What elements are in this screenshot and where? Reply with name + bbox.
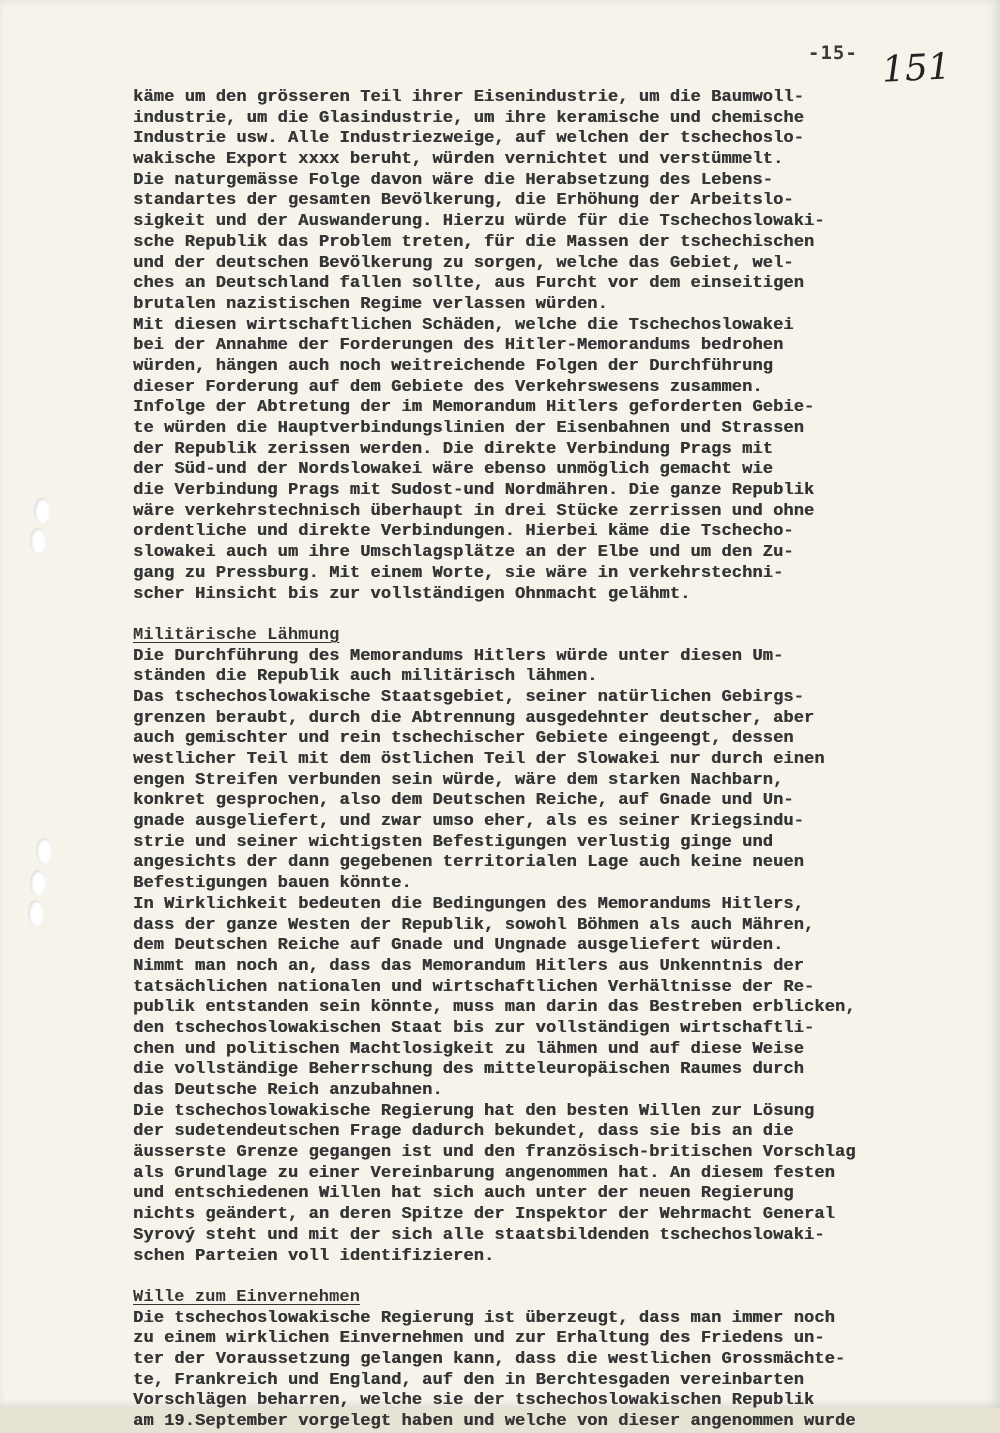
text-line: äusserste Grenze gegangen ist und den französisch-britischen Vorschlag — [133, 1143, 856, 1163]
text-line: sche Republik das Problem treten, für die Massen der tschechischen — [133, 232, 815, 252]
text-line: Die naturgemässe Folge davon wäre die Herabsetzung des Lebens- — [133, 170, 773, 190]
section-heading-text: Militärische Lähmung — [133, 625, 340, 645]
text-line: Industrie usw. Alle Industriezweige, auf welchen der tschechoslo- — [133, 129, 804, 149]
text-line: am 19.September vorgelegt haben und welche von dieser angenommen wurde — [133, 1412, 856, 1431]
text-line: der Republik zerissen werden. Die direkte Verbindung Prags mit — [133, 439, 773, 459]
text-line: tatsächlichen nationalen und wirtschaftlichen Verhältnisse der Re- — [133, 977, 815, 997]
text-line: ordentliche und direkte Verbindungen. Hierbei käme die Tschecho- — [133, 522, 794, 542]
text-line: zu einem wirklichen Einvernehmen und zur Erhaltung des Friedens un- — [133, 1329, 825, 1349]
section-gap — [133, 1267, 975, 1288]
text-line: Befestigungen bauen könnte. — [133, 874, 412, 894]
text-line: Mit diesen wirtschaftlichen Schäden, welche die Tschechoslowakei — [133, 315, 794, 335]
text-line: In Wirklichkeit bedeuten die Bedingungen des Memorandums Hitlers, — [133, 894, 804, 914]
punch-hole-top-2 — [30, 528, 46, 554]
section-heading — [133, 626, 975, 647]
punch-hole-bottom-3 — [28, 900, 44, 926]
text-line: die Verbindung Prags mit Sudost-und Nordmähren. Die ganze Republik — [133, 481, 815, 501]
text-line: dass der ganze Westen der Republik, sowohl Böhmen als auch Mähren, — [133, 915, 815, 935]
section-heading-text: Wille zum Einvernehmen — [133, 1287, 361, 1307]
text-line: konkret gesprochen, also dem Deutschen Reiche, auf Gnade und Un- — [133, 791, 794, 811]
text-line: Nimmt man noch an, dass das Memorandum Hitlers aus Unkenntnis der — [133, 956, 804, 976]
text-line: angesichts der dann gegebenen territorialen Lage auch keine neuen — [133, 853, 804, 873]
text-line: slowakei auch um ihre Umschlagsplätze an der Elbe und um den Zu- — [133, 543, 794, 563]
text-line: strie und seiner wichtigsten Befestigungen verlustig ginge und — [133, 832, 773, 852]
text-line: ter der Voraussetzung gelangen kann, dass die westlichen Grossmächte- — [133, 1349, 846, 1369]
text-line: die vollständige Beherrschung des mitteleuropäischen Raumes durch — [133, 1060, 804, 1080]
text-line: dem Deutschen Reiche auf Gnade und Ungnade ausgeliefert würden. — [133, 936, 784, 956]
text-line: das Deutsche Reich anzubahnen. — [133, 1081, 443, 1100]
text-line: nichts geändert, an deren Spitze der Inspektor der Wehrmacht General — [133, 1205, 835, 1225]
text-line: publik entstanden sein könnte, muss man darin das Bestreben erblicken, — [133, 998, 856, 1018]
text-line: den tschechoslowakischen Staat bis zur vollständigen wirtschaftli- — [133, 1018, 815, 1038]
text-line: scher Hinsicht bis zur vollständigen Ohnmacht gelähmt. — [133, 584, 691, 604]
punch-hole-bottom-1 — [36, 838, 52, 864]
page-number: -15- — [808, 42, 858, 64]
text-line: ständen die Republik auch militärisch lähmen. — [133, 667, 598, 687]
text-line: der Süd-und der Nordslowakei wäre ebenso unmöglich gemacht wie — [133, 460, 773, 480]
text-line: grenzen beraubt, durch die Abtrennung ausgedehnter deutscher, aber — [133, 708, 815, 728]
text-line: würden, hängen auch noch weitreichende Folgen der Durchführung — [133, 356, 773, 376]
text-line: bei der Annahme der Forderungen des Hitler-Memorandums bedrohen — [133, 336, 784, 356]
section-heading — [133, 1288, 975, 1309]
text-line: standartes der gesamten Bevölkerung, die Erhöhung der Arbeitslo- — [133, 191, 794, 211]
text-line: westlicher Teil mit dem östlichen Teil der Slowakei nur durch einen — [133, 750, 825, 769]
text-line: und der deutschen Bevölkerung zu sorgen, welche das Gebiet, wel- — [133, 253, 794, 273]
text-line: sigkeit und der Auswanderung. Hierzu würde für die Tschechoslowaki- — [133, 212, 825, 232]
text-line: und entschiedenen Willen hat sich auch unter der neuen Regierung — [133, 1184, 794, 1204]
text-line: ches an Deutschland fallen sollte, aus Furcht vor dem einseitigen — [133, 274, 804, 294]
text-line: käme um den grösseren Teil ihrer Eisenindustrie, um die Baumwoll- — [133, 88, 804, 107]
text-line: schen Parteien voll identifizieren. — [133, 1246, 495, 1266]
text-line: chen und politischen Machtlosigkeit zu lähmen und auf diese Weise — [133, 1039, 804, 1059]
text-line: wakische Export xxxx beruht, würden vernichtet und verstümmelt. — [133, 150, 784, 170]
text-line: gnade ausgeliefert, und zwar umso eher, als es seiner Kriegsindu- — [133, 812, 804, 832]
text-line: Das tschechoslowakische Staatsgebiet, seiner natürlichen Gebirgs- — [133, 687, 804, 707]
text-line: brutalen nazistischen Regime verlassen würden. — [133, 294, 608, 314]
punch-hole-top-1 — [34, 498, 50, 524]
text-line: Die tschechoslowakische Regierung hat den besten Willen zur Lösung — [133, 1101, 815, 1121]
text-line: wäre verkehrstechnisch überhaupt in drei Stücke zerrissen und ohne — [133, 501, 815, 521]
text-line: Syrový steht und mit der sich alle staatsbildenden tschechoslowaki- — [133, 1225, 825, 1245]
text-line: Infolge der Abtretung der im Memorandum Hitlers geforderten Gebie- — [133, 398, 815, 418]
text-line: Die tschechoslowakische Regierung ist überzeugt, dass man immer noch — [133, 1308, 835, 1328]
text-line: te würden die Hauptverbindungslinien der Eisenbahnen und Strassen — [133, 419, 804, 438]
text-line: te, Frankreich und England, auf den in Berchtesgaden vereinbarten — [133, 1370, 804, 1390]
text-line: als Grundlage zu einer Vereinbarung angenommen hat. An diesem festen — [133, 1163, 835, 1183]
handwritten-folio-number: 151 — [880, 46, 952, 91]
punch-hole-bottom-2 — [30, 870, 46, 896]
text-line: der sudetendeutschen Frage dadurch bekundet, dass sie bis an die — [133, 1122, 794, 1142]
text-line: Vorschlägen beharren, welche sie der tschechoslowakischen Republik — [133, 1391, 815, 1411]
text-line: gang zu Pressburg. Mit einem Worte, sie wäre in verkehrstechni- — [133, 563, 784, 583]
text-line: industrie, um die Glasindustrie, um ihre keramische und chemische — [133, 108, 804, 128]
typewritten-body — [133, 88, 975, 1433]
text-line: Die Durchführung des Memorandums Hitlers würde unter diesen Um- — [133, 646, 784, 666]
section-gap — [133, 605, 975, 626]
text-line: dieser Forderung auf dem Gebiete des Verkehrswesens zusammen. — [133, 377, 763, 397]
text-line: engen Streifen verbunden sein würde, wäre dem starken Nachbarn, — [133, 770, 784, 790]
text-line: auch gemischter und rein tschechischer Gebiete eingeengt, dessen — [133, 729, 794, 749]
